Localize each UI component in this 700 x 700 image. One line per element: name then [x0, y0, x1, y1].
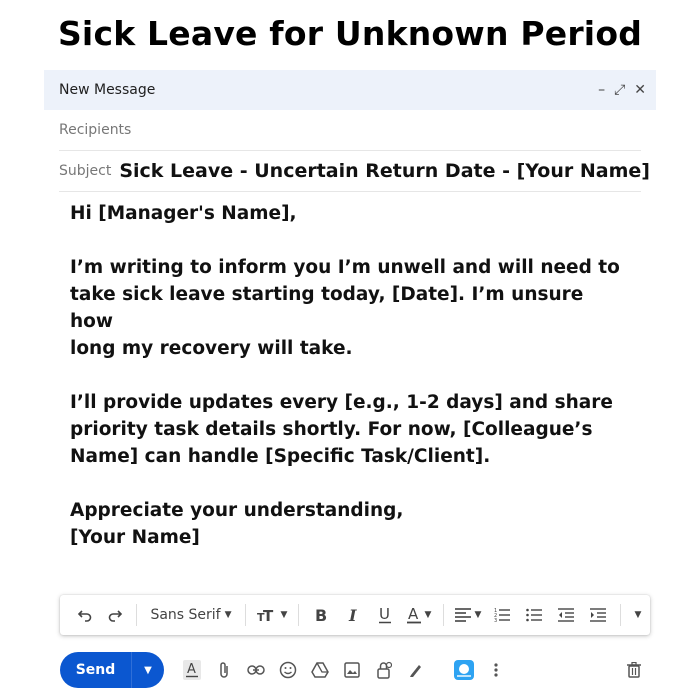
- svg-text:2: 2: [494, 613, 498, 619]
- greeting-line: Hi [Manager's Name],: [70, 203, 297, 224]
- subject-label: Subject: [59, 163, 112, 179]
- signature-icon[interactable]: [400, 651, 432, 689]
- body-line: long my recovery will take.: [70, 338, 353, 359]
- svg-text:A: A: [187, 662, 196, 677]
- send-button[interactable]: Send: [60, 652, 132, 688]
- more-options-icon[interactable]: [480, 651, 512, 689]
- compose-titlebar[interactable]: [44, 70, 656, 110]
- confidential-icon[interactable]: [368, 651, 400, 689]
- window-controls: [598, 70, 646, 110]
- body-line: priority task details shortly. For now, [Colleague’s: [70, 419, 593, 440]
- signature-line: [Your Name]: [70, 527, 200, 548]
- indent-more-icon[interactable]: [582, 595, 614, 635]
- attach-icon[interactable]: [208, 651, 240, 689]
- svg-text:T: T: [256, 611, 265, 623]
- recipients-label: Recipients: [59, 122, 132, 138]
- send-button-group: [60, 652, 164, 688]
- body-line: take sick leave starting today, [Date]. I’m unsure how: [70, 284, 584, 332]
- body-line: I’m writing to inform you I’m unwell and will need to: [70, 257, 620, 278]
- closing-line: Appreciate your understanding,: [70, 500, 404, 521]
- font-size-icon[interactable]: [252, 595, 292, 635]
- chevron-down-icon: ▼: [424, 610, 432, 620]
- chevron-down-icon: ▼: [634, 610, 642, 620]
- svg-text:3: 3: [494, 618, 498, 622]
- undo-icon[interactable]: [70, 595, 100, 635]
- emoji-icon[interactable]: [272, 651, 304, 689]
- compose-window: [44, 70, 656, 700]
- numbered-list-icon[interactable]: [486, 595, 518, 635]
- page-headline: Sick Leave for Unknown Period: [57, 14, 643, 53]
- formatting-options-icon[interactable]: [176, 651, 208, 689]
- svg-text:I: I: [349, 607, 357, 623]
- svg-text:A: A: [407, 606, 418, 623]
- recipients-field[interactable]: [59, 110, 641, 151]
- compose-actions: [60, 651, 650, 689]
- bold-icon[interactable]: [305, 595, 337, 635]
- text-color-icon[interactable]: [401, 595, 437, 635]
- formatting-toolbar: [60, 595, 650, 635]
- chevron-down-icon: ▼: [224, 610, 232, 620]
- close-icon[interactable]: ✕: [634, 82, 646, 98]
- message-body[interactable]: [70, 200, 630, 551]
- minimize-icon[interactable]: –: [598, 82, 606, 98]
- body-line: I’ll provide updates every [e.g., 1-2 days] and share: [70, 392, 613, 413]
- italic-icon[interactable]: [337, 595, 369, 635]
- subject-input[interactable]: Sick Leave - Uncertain Return Date - [Your Name]: [119, 160, 650, 182]
- underline-icon[interactable]: [369, 595, 401, 635]
- expand-icon[interactable]: ⤢: [614, 82, 626, 98]
- svg-text:T: T: [262, 607, 273, 623]
- body-line: Name] can handle [Specific Task/Client].: [70, 446, 491, 467]
- svg-text:U: U: [379, 606, 390, 623]
- svg-text:B: B: [315, 607, 328, 623]
- chevron-down-icon: ▼: [280, 610, 288, 620]
- photo-icon[interactable]: [336, 651, 368, 689]
- chevron-down-icon: ▼: [474, 610, 482, 620]
- redo-icon[interactable]: [100, 595, 130, 635]
- trash-icon[interactable]: [618, 651, 650, 689]
- send-options-chevron-icon[interactable]: ▼: [144, 664, 152, 676]
- font-select[interactable]: [143, 595, 239, 635]
- indent-less-icon[interactable]: [550, 595, 582, 635]
- drive-icon[interactable]: [304, 651, 336, 689]
- bulleted-list-icon[interactable]: [518, 595, 550, 635]
- more-formatting-icon[interactable]: [627, 595, 649, 635]
- compose-title: New Message: [59, 82, 156, 98]
- addon-icon[interactable]: [448, 651, 480, 689]
- link-icon[interactable]: [240, 651, 272, 689]
- svg-text:1: 1: [494, 608, 498, 614]
- subject-field[interactable]: [59, 151, 650, 192]
- font-select-label: Sans Serif: [150, 607, 221, 623]
- align-icon[interactable]: [450, 595, 486, 635]
